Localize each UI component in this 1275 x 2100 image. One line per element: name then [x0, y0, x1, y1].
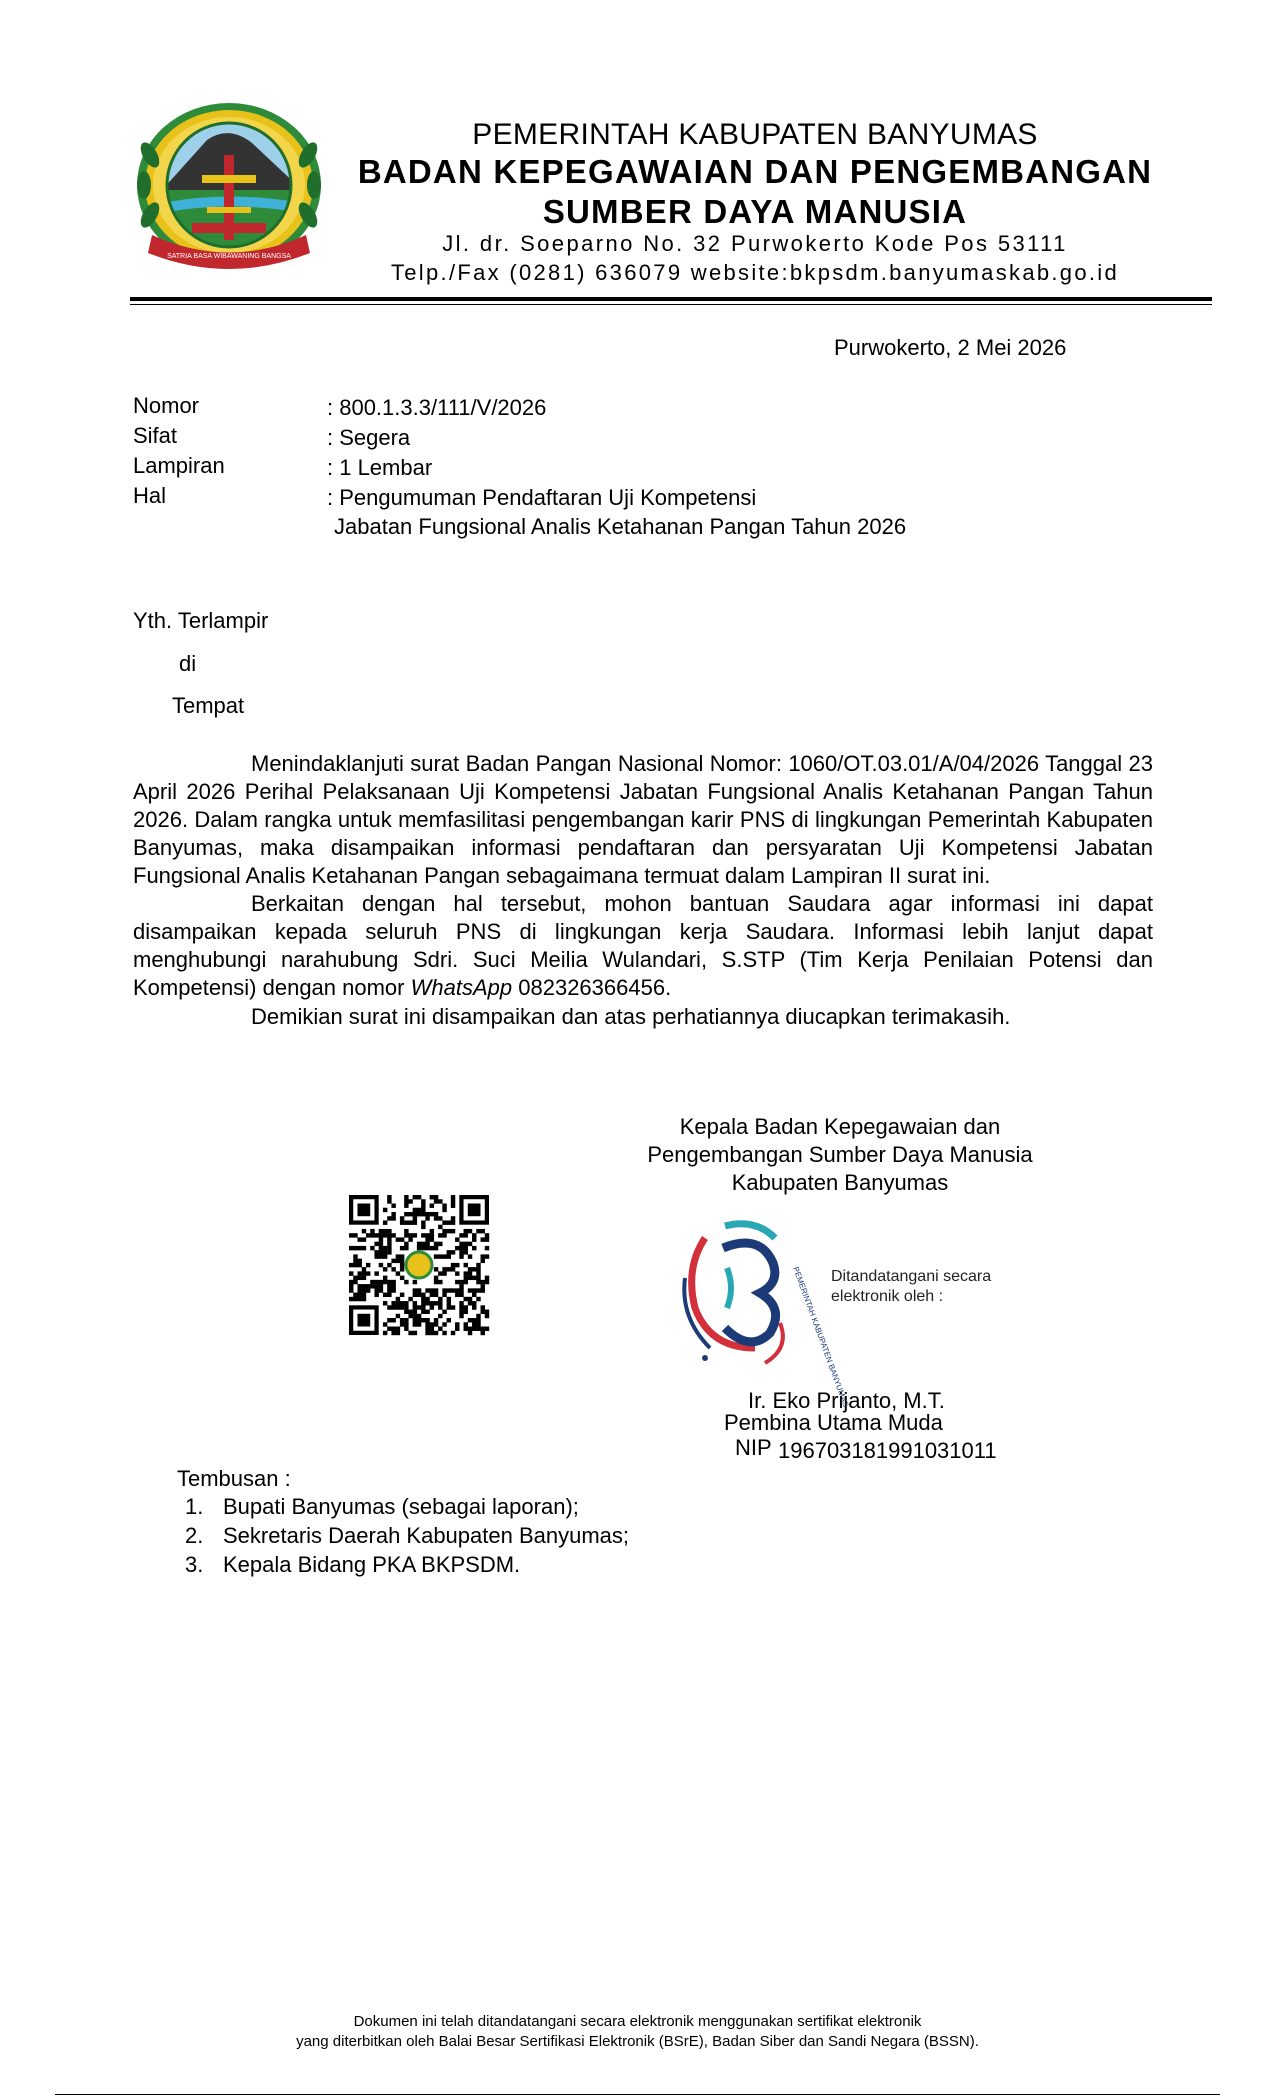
paragraph-1-text: Menindaklanjuti surat Badan Pangan Nasional Nomor: 1060/OT.03.01/A/04/2026 Tanggal 23 April 2026 Perihal Pelaksanaan Uji Kompetensi Jabatan Fungsional Analis Ketahanan Pangan Tahun 2026. Dalam rangka untuk memfasilitasi pengembangan karir PNS di lingkungan Pemerintah Kabupaten Banyumas, maka disampaikan informasi pendaftaran dan persyaratan Uji Kompetensi Jabatan Fungsional Analis Ketahanan Pangan sebagaimana termuat dalam Lampiran II surat ini. [133, 751, 1153, 888]
agency-contact: Telp./Fax (0281) 636079 website:bkpsdm.banyumaskab.go.id [390, 260, 1120, 285]
place: Purwokerto, [834, 335, 952, 360]
whatsapp-label: WhatsApp [410, 975, 513, 1000]
footer-line1: Dokumen ini telah ditandatangani secara elektronik menggunakan sertifikat elektronik [353, 2013, 922, 2030]
agency-name-line2: SUMBER DAYA MANUSIA [542, 193, 968, 230]
footer-divider [55, 2094, 1220, 2095]
letterhead-divider-thin [130, 304, 1212, 305]
nip-label: NIP [735, 1435, 772, 1460]
cc-item-number: 3. [185, 1552, 204, 1577]
logo-motto: SATRIA BASA WIBAWANING BANGSA [167, 253, 291, 260]
addressee-place: Tempat [172, 693, 245, 718]
e-sign-note-line1: Ditandatangani secara [831, 1268, 992, 1285]
footer-line2: yang diterbitkan oleh Balai Besar Sertifikasi Elektronik (BSrE), Badan Siber dan Sandi Negara (BSSN). [296, 2033, 979, 2050]
nip-number: 196703181991031011 [778, 1438, 997, 1463]
government-name: PEMERINTAH KABUPATEN BANYUMAS [472, 118, 1038, 151]
body-paragraph-3 [133, 1003, 1153, 1031]
cc-title: Tembusan : [177, 1466, 291, 1491]
cc-list [172, 1494, 629, 1581]
cc-item-text: Sekretaris Daerah Kabupaten Banyumas; [223, 1523, 630, 1548]
meta-label-hal: Hal [133, 483, 167, 508]
meta-label-sifat: Sifat [133, 423, 178, 448]
signatory-title-line2: Pengembangan Sumber Daya Manusia [647, 1142, 1033, 1167]
cc-item [172, 1494, 629, 1523]
meta-value-hal: : Pengumuman Pendaftaran Uji Kompetensi [327, 485, 757, 510]
place-date [834, 335, 1066, 361]
cc-item-number: 2. [185, 1523, 204, 1548]
e-sign-note-line2: elektronik oleh : [831, 1288, 944, 1305]
letterhead-divider-thick [130, 297, 1212, 301]
e-signature-logo [665, 1208, 851, 1409]
paragraph-3-text: Demikian surat ini disampaikan dan atas perhatiannya diucapkan terimakasih. [251, 1004, 1011, 1029]
agency-name-line1: BADAN KEPEGAWAIAN DAN PENGEMBANGAN [357, 153, 1153, 190]
meta-label-nomor: Nomor [133, 393, 200, 418]
qr-code [349, 1195, 489, 1335]
subject-line2: Jabatan Fungsional Analis Ketahanan Pangan Tahun 2026 [334, 514, 907, 539]
meta-label-lampiran: Lampiran [133, 453, 225, 478]
meta-value-sifat: : Segera [327, 425, 411, 450]
signatory-rank: Pembina Utama Muda [724, 1410, 943, 1435]
cc-item-text: Bupati Banyumas (sebagai laporan); [223, 1494, 579, 1519]
meta-value-nomor: : 800.1.3.3/111/V/2026 [327, 395, 547, 420]
cc-item-text: Kepala Bidang PKA BKPSDM. [223, 1552, 521, 1577]
letter-date: 2 Mei 2026 [957, 335, 1067, 360]
contact-number: 082326366456. [518, 975, 672, 1000]
paragraph-2-text: Berkaitan dengan hal tersebut, mohon bantuan Saudara agar informasi ini dapat disampaikan kepada seluruh PNS di lingkungan kerja Saudara. Informasi lebih lanjut dapat menghubungi narahubung Sdri. Suci Meilia Wulandari, S.STP (Tim Kerja Penilaian Potensi dan Kompetensi) dengan nomor [133, 891, 1153, 1000]
body-paragraph-2 [133, 890, 1153, 1002]
regency-logo [132, 95, 327, 270]
body-paragraph-1 [133, 750, 1153, 890]
cc-item [172, 1552, 629, 1581]
cc-item-number: 1. [185, 1494, 204, 1519]
cc-item [172, 1523, 629, 1552]
agency-address: Jl. dr. Soeparno No. 32 Purwokerto Kode Pos 53111 [442, 231, 1068, 256]
addressee: Yth. Terlampir [133, 608, 269, 633]
e-sign-logo-text: PEMERINTAH KABUPATEN BANYUMAS [791, 1265, 851, 1409]
meta-value-lampiran: : 1 Lembar [327, 455, 433, 480]
signatory-title-line3: Kabupaten Banyumas [731, 1170, 949, 1195]
signatory-title-line1: Kepala Badan Kepegawaian dan [679, 1114, 1001, 1139]
addressee-di: di [179, 651, 197, 676]
signatory-name: Ir. Eko Prijanto, M.T. [748, 1388, 945, 1413]
